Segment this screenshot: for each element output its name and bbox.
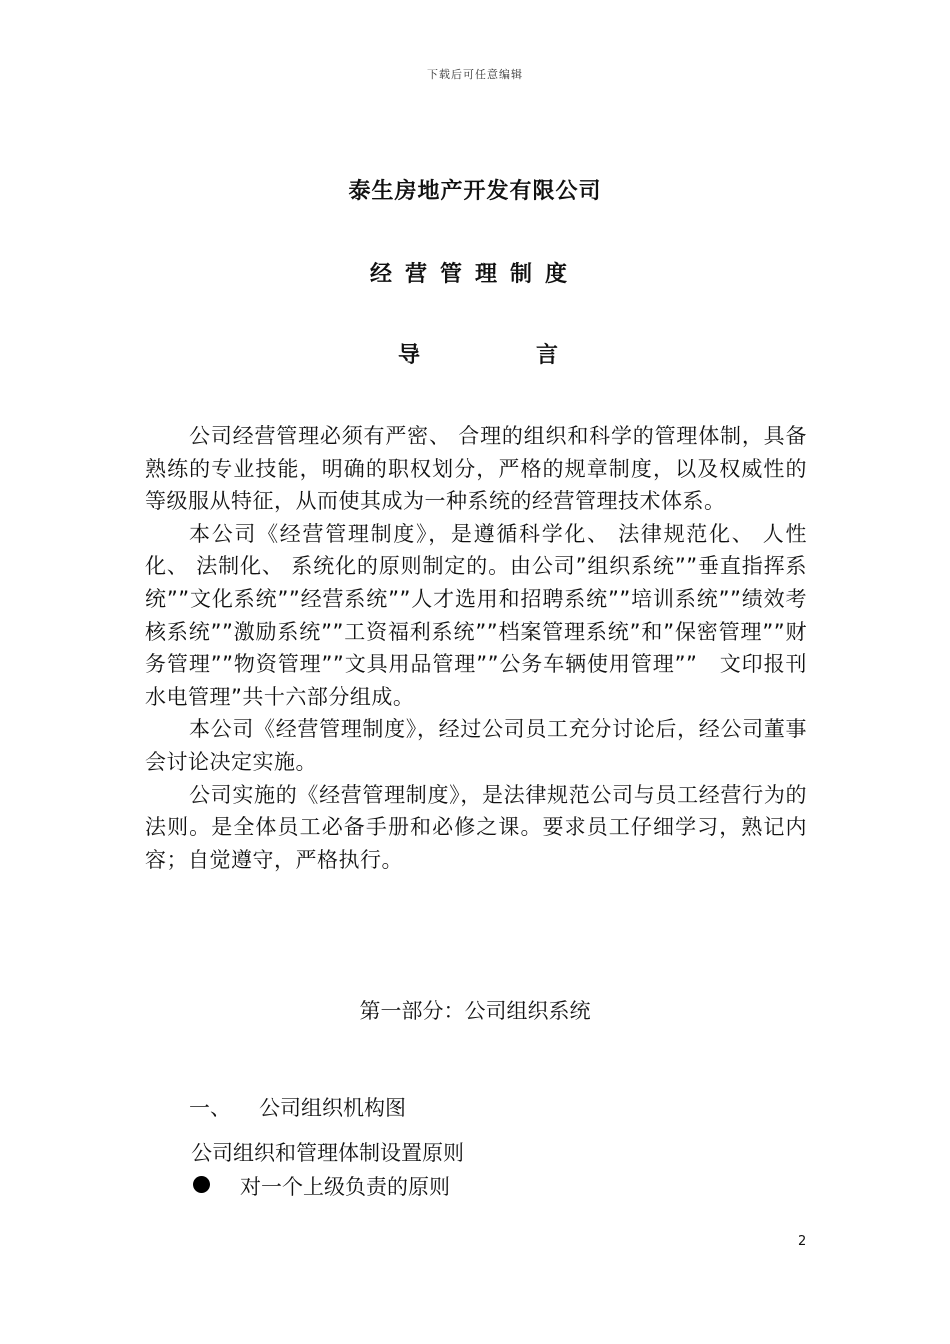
paragraph: 公司实施的《经营管理制度》，是法律规范公司与员工经营行为的法则。是全体员工必备手册和必修之课。要求员工仔细学习，熟记内容；自觉遵守，严格执行。	[145, 782, 807, 872]
intro-heading-right: 言	[535, 343, 558, 368]
principle-title: 公司组织和管理体制设置原则	[191, 1141, 464, 1165]
document-title: 经营管理制度	[369, 262, 580, 287]
header-note: 下载后可任意编辑	[427, 68, 523, 81]
section-heading	[189, 1092, 406, 1122]
paragraph: 本公司《经营管理制度》，是遵循科学化、 法律规范化、 人性化、 法制化、 系统化的原则制定的。由公司”组织系统””垂直指挥系统””文化系统””经营系统””人才选用和招聘系统””培训系统””绩效考核系统””激励系统””工资福利系统””档案管理系统”和”保密管理””财务管理””物资管理””文具用品管理””公务车辆使用管理”” 文印报刊水电管理”共十六部分组成。	[145, 521, 807, 709]
list-item	[193, 1171, 450, 1201]
page-number: 2	[798, 1234, 807, 1249]
intro-heading	[398, 338, 558, 369]
company-name: 泰生房地产开发有限公司	[348, 179, 602, 204]
intro-body	[145, 420, 807, 876]
paragraph: 公司经营管理必须有严密、 合理的组织和科学的管理体制，具备熟练的专业技能，明确的职权划分，严格的规章制度，以及权威性的等级服从特征，从而使其成为一种系统的经营管理技术体系。	[145, 424, 807, 514]
list-item-text: 对一个上级负责的原则	[240, 1175, 450, 1199]
paragraph: 本公司《经营管理制度》，经过公司员工充分讨论后，经公司董事会讨论决定实施。	[145, 717, 807, 774]
part-heading: 第一部分：公司组织系统	[359, 999, 591, 1023]
section-title: 公司组织机构图	[259, 1096, 406, 1120]
intro-heading-left: 导	[398, 343, 421, 368]
section-number: 一、	[189, 1096, 231, 1120]
bullet-dot-icon	[193, 1176, 210, 1193]
